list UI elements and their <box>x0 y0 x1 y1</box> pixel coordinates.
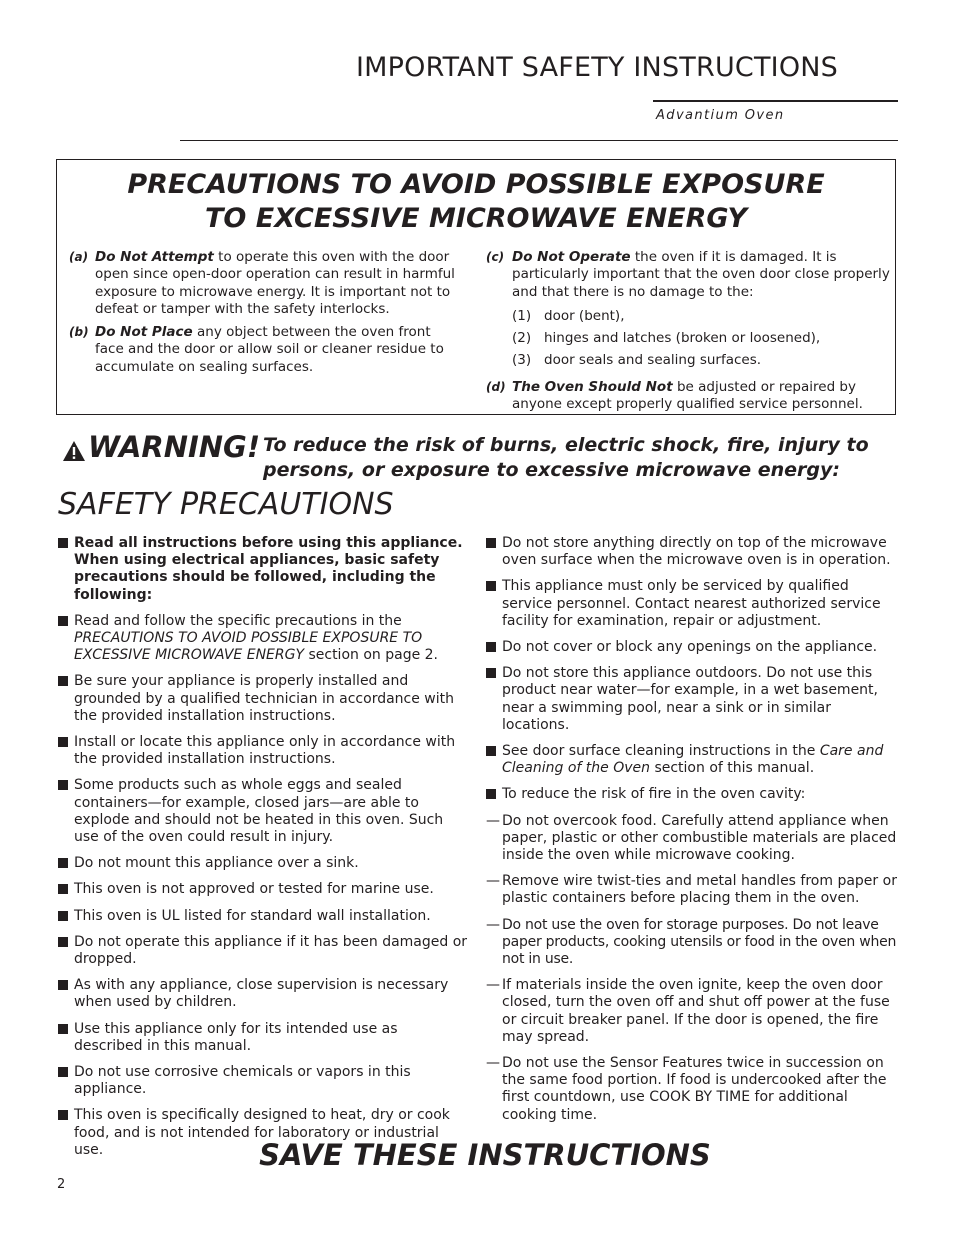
warning-triangle-icon <box>62 440 86 462</box>
precaution-text: any object between the oven front face and the door or allow soil or cleaner residue to accumulate on sealing surfaces. <box>95 324 444 375</box>
safety-item <box>58 934 470 968</box>
safety-item-text: Do not mount this appliance over a sink. <box>74 855 359 872</box>
safety-item <box>58 535 470 604</box>
safety-item <box>58 777 470 846</box>
sub-item-text: door seals and sealing surfaces. <box>544 351 762 368</box>
square-bullet-icon <box>58 911 68 921</box>
safety-item <box>58 855 470 872</box>
safety-item <box>58 734 470 768</box>
square-bullet-icon <box>58 737 68 747</box>
warning-row <box>58 430 908 490</box>
safety-item-text: Use this appliance only for its intended use as described in this manual. <box>74 1020 398 1054</box>
precaution-text: the oven if it is damaged. It is particularly important that the oven door close properly and that there is no damage to the: <box>512 249 890 300</box>
precaution-letter: (b) <box>69 325 89 340</box>
safety-item-text: Read and follow the specific precautions in the <box>74 612 402 629</box>
square-bullet-icon <box>486 581 496 591</box>
sub-item-text: door (bent), <box>544 307 625 324</box>
safety-item-text: Do not store this appliance outdoors. Do not use this product near water—for example, in a wet basement, near a swimming pool, near a sink or in similar locations. <box>502 665 878 733</box>
page-number: 2 <box>57 1177 66 1192</box>
precaution-sub-list <box>512 305 891 371</box>
safety-item-text: This oven is not approved or tested for marine use. <box>74 881 434 898</box>
precaution-letter: (a) <box>69 250 89 264</box>
precaution-lead: Do Not Place <box>95 324 193 341</box>
precautions-right-column <box>486 249 891 419</box>
safety-item-text: See door surface cleaning instructions in the <box>502 743 820 760</box>
precaution-lead: Do Not Attempt <box>95 249 214 265</box>
fire-dash-item <box>486 813 898 865</box>
safety-item-text: section on page 2. <box>304 647 438 664</box>
safety-item-text: section of this manual. <box>650 760 815 777</box>
safety-left-column <box>58 535 470 1168</box>
square-bullet-icon <box>58 1110 68 1120</box>
square-bullet-icon <box>58 780 68 790</box>
precautions-heading-line2: TO EXCESSIVE MICROWAVE ENERGY <box>204 203 748 234</box>
safety-item-text: This appliance must only be serviced by qualified service personnel. Contact nearest authorized service facility for examination, repair or adjustment. <box>502 578 881 629</box>
dash-item-text: Do not use the oven for storage purposes. Do not leave paper products, cooking utensils or food in the oven when not in use. <box>502 916 897 968</box>
safety-item <box>58 977 470 1011</box>
safety-item-text: Do not cover or block any openings on the appliance. <box>502 639 878 656</box>
precaution-text: be adjusted or repaired by anyone except properly qualified service personnel. <box>512 378 863 413</box>
safety-item-text: Do not use corrosive chemicals or vapors in this appliance. <box>74 1064 411 1098</box>
warning-text: To reduce the risk of burns, electric shock, fire, injury to persons, or exposure to excessive microwave energy: <box>263 434 869 481</box>
precaution-letter: (d) <box>486 379 506 394</box>
square-bullet-icon <box>486 642 496 652</box>
safety-item-text: Some products such as whole eggs and sealed containers—for example, closed jars—are able to explode and should not be heated in this oven. Such use of the oven could result in injury. <box>74 777 444 846</box>
sub-item-text: hinges and latches (broken or loosened), <box>544 329 821 346</box>
precaution-text: to operate this oven with the door open since open-door operation can result in harmful exposure to microwave energy. It is important not to defeat or tamper with the safety interlocks. <box>95 249 455 317</box>
safety-item <box>58 673 470 725</box>
dash-item-text: Do not use the Sensor Features twice in succession on the same food portion. If food is undercooked after the first countdown, use COOK BY TIME for additional cooking time. <box>502 1055 887 1123</box>
safety-item <box>58 1064 470 1098</box>
dash-item-text: Remove wire twist-ties and metal handles from paper or plastic containers before placing them in the oven. <box>502 873 897 907</box>
safety-item-text: Install or locate this appliance only in accordance with the provided installation instructions. <box>74 734 456 768</box>
precautions-left-column <box>69 249 459 382</box>
square-bullet-icon <box>486 538 496 548</box>
safety-item-text: Read all instructions before using this appliance. When using electrical appliances, basic safety precautions should be followed, including the following: <box>74 535 463 603</box>
safety-right-column <box>486 535 898 1133</box>
precaution-item-d <box>486 379 891 414</box>
square-bullet-icon <box>58 858 68 868</box>
dash-bullet: — <box>486 873 500 890</box>
dash-bullet: — <box>486 977 500 994</box>
dash-bullet: — <box>486 812 500 829</box>
page-title: IMPORTANT SAFETY INSTRUCTIONS <box>356 52 839 83</box>
warning-label: WARNING! <box>88 430 261 464</box>
square-bullet-icon <box>58 1024 68 1034</box>
safety-item-text: To reduce the risk of fire in the oven cavity: <box>502 786 806 803</box>
precaution-item-c <box>486 249 891 371</box>
safety-item <box>58 881 470 898</box>
square-bullet-icon <box>58 884 68 894</box>
safety-item <box>486 743 898 777</box>
safety-item <box>58 908 470 925</box>
safety-item-text: Do not store anything directly on top of the microwave oven surface when the microwave oven is in operation. <box>502 535 891 569</box>
square-bullet-icon <box>58 937 68 947</box>
safety-item <box>58 1021 470 1055</box>
safety-item <box>486 535 898 569</box>
page-subtitle: Advantium Oven <box>656 108 785 123</box>
safety-item <box>58 613 470 665</box>
sub-item-number: (1) <box>512 307 532 324</box>
dash-bullet: — <box>486 1055 500 1072</box>
precaution-sub-item <box>512 327 891 349</box>
header-rule-short <box>653 100 898 102</box>
dash-item-text: Do not overcook food. Carefully attend appliance when paper, plastic or other combustible materials are placed inside the oven while microwave cooking. <box>502 812 897 864</box>
dash-item-text: If materials inside the oven ignite, keep the oven door closed, turn the oven off and shut off power at the fuse or circuit breaker panel. If the door is opened, the fire may spread. <box>502 977 890 1045</box>
square-bullet-icon <box>58 676 68 686</box>
safety-item-text: This oven is specifically designed to heat, dry or cook food, and is not intended for laboratory or industrial use. <box>74 1107 450 1158</box>
precaution-letter: (c) <box>486 250 505 264</box>
square-bullet-icon <box>486 789 496 799</box>
precautions-box <box>56 159 896 415</box>
square-bullet-icon <box>486 668 496 678</box>
precautions-heading-line1: PRECAUTIONS TO AVOID POSSIBLE EXPOSURE <box>127 169 825 200</box>
safety-item-text: As with any appliance, close supervision is necessary when used by children. <box>74 977 449 1011</box>
safety-item <box>486 578 898 630</box>
square-bullet-icon <box>58 538 68 548</box>
precautions-heading <box>57 168 895 236</box>
fire-dash-item <box>486 917 898 969</box>
fire-dash-item <box>486 1055 898 1124</box>
precaution-item-a <box>69 249 459 318</box>
fire-dash-item <box>486 977 898 1046</box>
precaution-sub-item <box>512 305 891 327</box>
safety-item <box>486 639 898 656</box>
fire-dash-item <box>486 873 898 907</box>
safety-item-text: This oven is UL listed for standard wall installation. <box>74 907 431 924</box>
precaution-sub-item <box>512 349 891 371</box>
precaution-item-b <box>69 324 459 376</box>
square-bullet-icon <box>58 1067 68 1077</box>
square-bullet-icon <box>58 980 68 990</box>
safety-precautions-title: SAFETY PRECAUTIONS <box>58 487 394 522</box>
sub-item-number: (2) <box>512 329 532 346</box>
precaution-lead: Do Not Operate <box>512 249 631 265</box>
safety-item-text: Be sure your appliance is properly installed and grounded by a qualified technician in accordance with the provided installation instructions. <box>74 673 455 724</box>
safety-item-italic: Care and Cleaning of the Oven <box>502 743 884 777</box>
header-rule-long <box>180 140 898 141</box>
sub-item-number: (3) <box>512 351 532 368</box>
safety-item <box>486 665 898 734</box>
square-bullet-icon <box>486 746 496 756</box>
dash-bullet: — <box>486 916 500 933</box>
safety-item <box>486 786 898 803</box>
precaution-lead: The Oven Should Not <box>512 378 673 395</box>
square-bullet-icon <box>58 616 68 626</box>
safety-item-italic: PRECAUTIONS TO AVOID POSSIBLE EXPOSURE TO EXCESSIVE MICROWAVE ENERGY <box>74 630 423 664</box>
save-instructions-heading: SAVE THESE INSTRUCTIONS <box>259 1138 711 1172</box>
safety-item-text: Do not operate this appliance if it has been damaged or dropped. <box>74 933 468 968</box>
